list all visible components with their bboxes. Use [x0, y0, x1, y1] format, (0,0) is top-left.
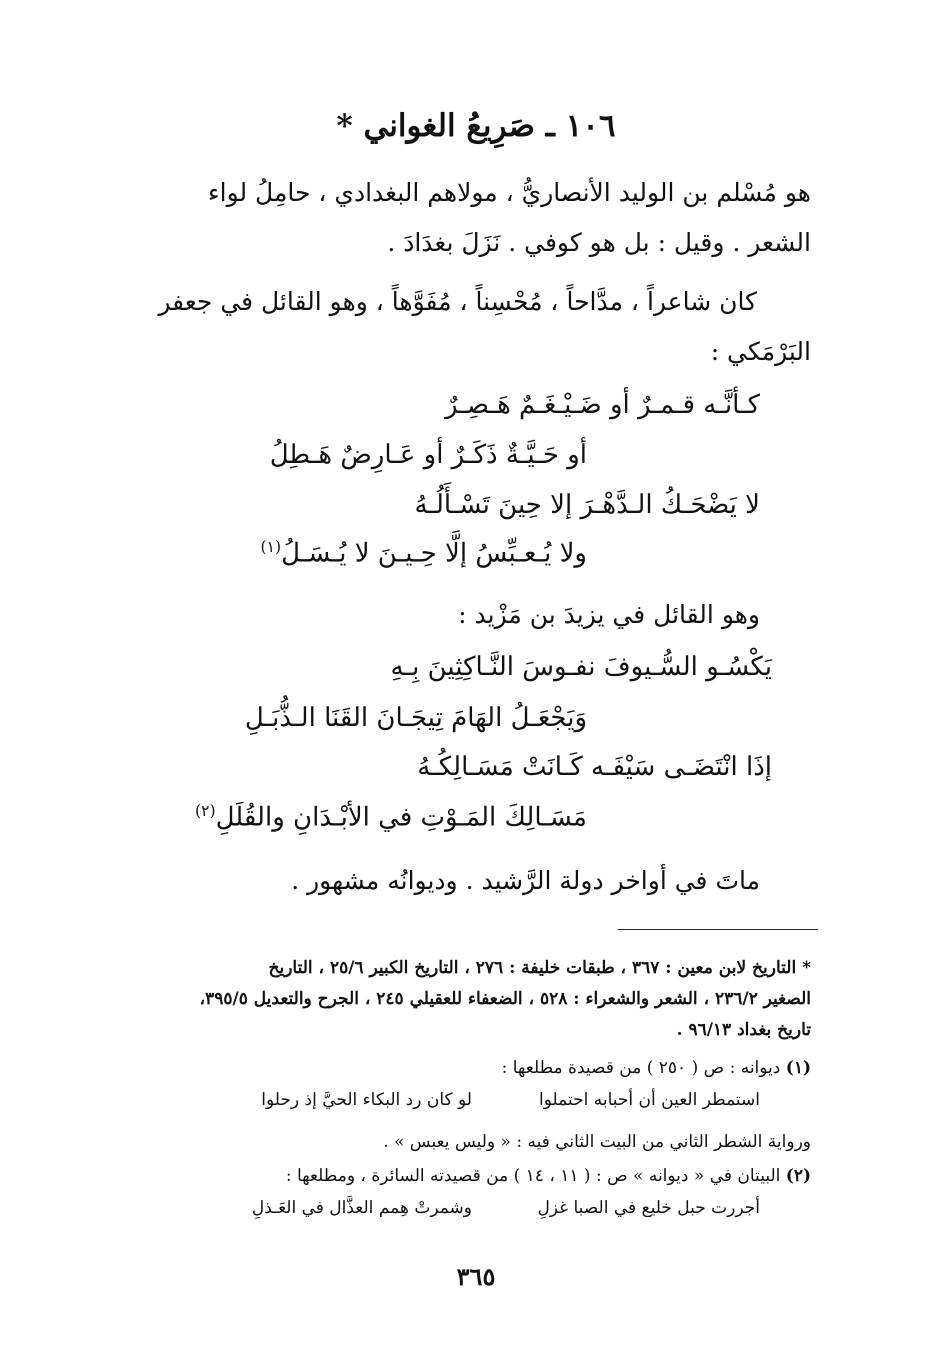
source-note-line-3: تاريخ بغداد ٩٦/١٣ .	[676, 1020, 811, 1040]
footnote-1-verse-first: استمطر العين أن أحبابه احتملوا	[539, 1090, 760, 1110]
poem2-verse-3: إذَا انْتَضَـى سَيْفَـه كَـانَتْ مَسَـالِكُـهُ	[417, 752, 772, 782]
bio-line-4: البَرْمَكي :	[710, 337, 811, 366]
source-note-line-2: الصغير ٢٣٦/٢ ، الشعر والشعراء : ٥٢٨ ، الضعفاء للعقيلي ٢٤٥ ، الجرح والتعديل ٣٩٥/٥،	[199, 989, 811, 1009]
footnote-separator	[618, 929, 818, 930]
footnote-1-variant: ورواية الشطر الثاني من البيت الثاني فيه : « وليس يعبس » .	[383, 1132, 811, 1152]
poem1-verse-2: أو حَـيَّـةٌ ذَكَـرٌ أو عَـارِضٌ هَـطِلُ	[269, 440, 587, 470]
page-number: ٣٦٥	[456, 1262, 496, 1291]
bio-line-3: كان شاعراً ، مدَّاحاً ، مُحْسِناً ، مُفَوَّهاً ، وهو القائل في جعفر	[158, 287, 757, 316]
chapter-title: ١٠٦ ـ صَرِيعُ الغواني *	[336, 108, 616, 144]
footnote-1-text: ديوانه : ص ( ٢٥٠ ) من قصيدة مطلعها :	[501, 1058, 781, 1078]
bio-line-2: الشعر . وقيل : بل هو كوفي . نَزَلَ بغدَادَ .	[387, 228, 811, 257]
footnote-2-label: (٢)	[785, 1166, 811, 1186]
source-note-line-1: * التاريخ لابن معين : ٣٦٧ ، طبقات خليفة : ٢٧٦ ، التاريخ الكبير ٢٥/٦ ، التاريخ	[268, 958, 811, 978]
footnote-1	[502, 1058, 811, 1078]
footnote-marker-2: (٢)	[195, 802, 216, 820]
poem2-verse-4-text: مَسَـالِكَ المَـوْتِ في الأبْـدَانِ والقُلَلِ	[215, 802, 587, 833]
poem1-verse-4-text: ولا يُـعـبِّسُ إلَّا حِـيـنَ لا يُـسَـلُ	[281, 538, 587, 569]
poem1-verse-3: لا يَضْحَـكُ الـدَّهْـرَ إلا حِينَ تَسْـأَلُـهُ	[414, 490, 760, 520]
poem2-verse-1: يَكْسُـو السُّـيوفَ نفـوسَ النَّـاكِثِينَ بِـهِ	[390, 652, 772, 682]
footnote-2-verse-second: وشمرتْ هِمم العذَّال في العَـذلِ	[251, 1198, 472, 1218]
closing-line: ماتَ في أواخر دولة الرَّشيد . وديوانُه مشهور .	[291, 866, 760, 895]
footnote-2-text: البيتان في « ديوانه » ص : ( ١١ ، ١٤ ) من قصيدته السائرة ، ومطلعها :	[285, 1166, 781, 1186]
poem1-verse-1: كـأنَّـه قـمـرٌ أو ضَـيْـغَـمٌ هَـصِـرٌ	[444, 390, 760, 420]
bio-line-1: هو مُسْلم بن الوليد الأنصاريُّ ، مولاهم البغدادي ، حامِلُ لواء	[207, 178, 811, 207]
footnote-2-verse-first: أجررت حبل خليع في الصبا غزلِ	[537, 1198, 760, 1218]
footnote-marker-1: (١)	[260, 538, 282, 556]
poem1-verse-4	[261, 538, 587, 569]
poem2-verse-4	[195, 802, 587, 833]
intro-yazid: وهو القائل في يزيدَ بن مَزْيد :	[458, 600, 760, 629]
footnote-1-label: (١)	[785, 1058, 811, 1078]
poem2-verse-2: وَيَجْعَـلُ الهَامَ تِيجَـانَ القَنَا الـذُّبَـلِ	[244, 703, 587, 733]
footnote-2	[286, 1166, 811, 1186]
footnote-1-verse-second: لو كان رد البكاء الحيَّ إذ رحلوا	[261, 1090, 472, 1110]
